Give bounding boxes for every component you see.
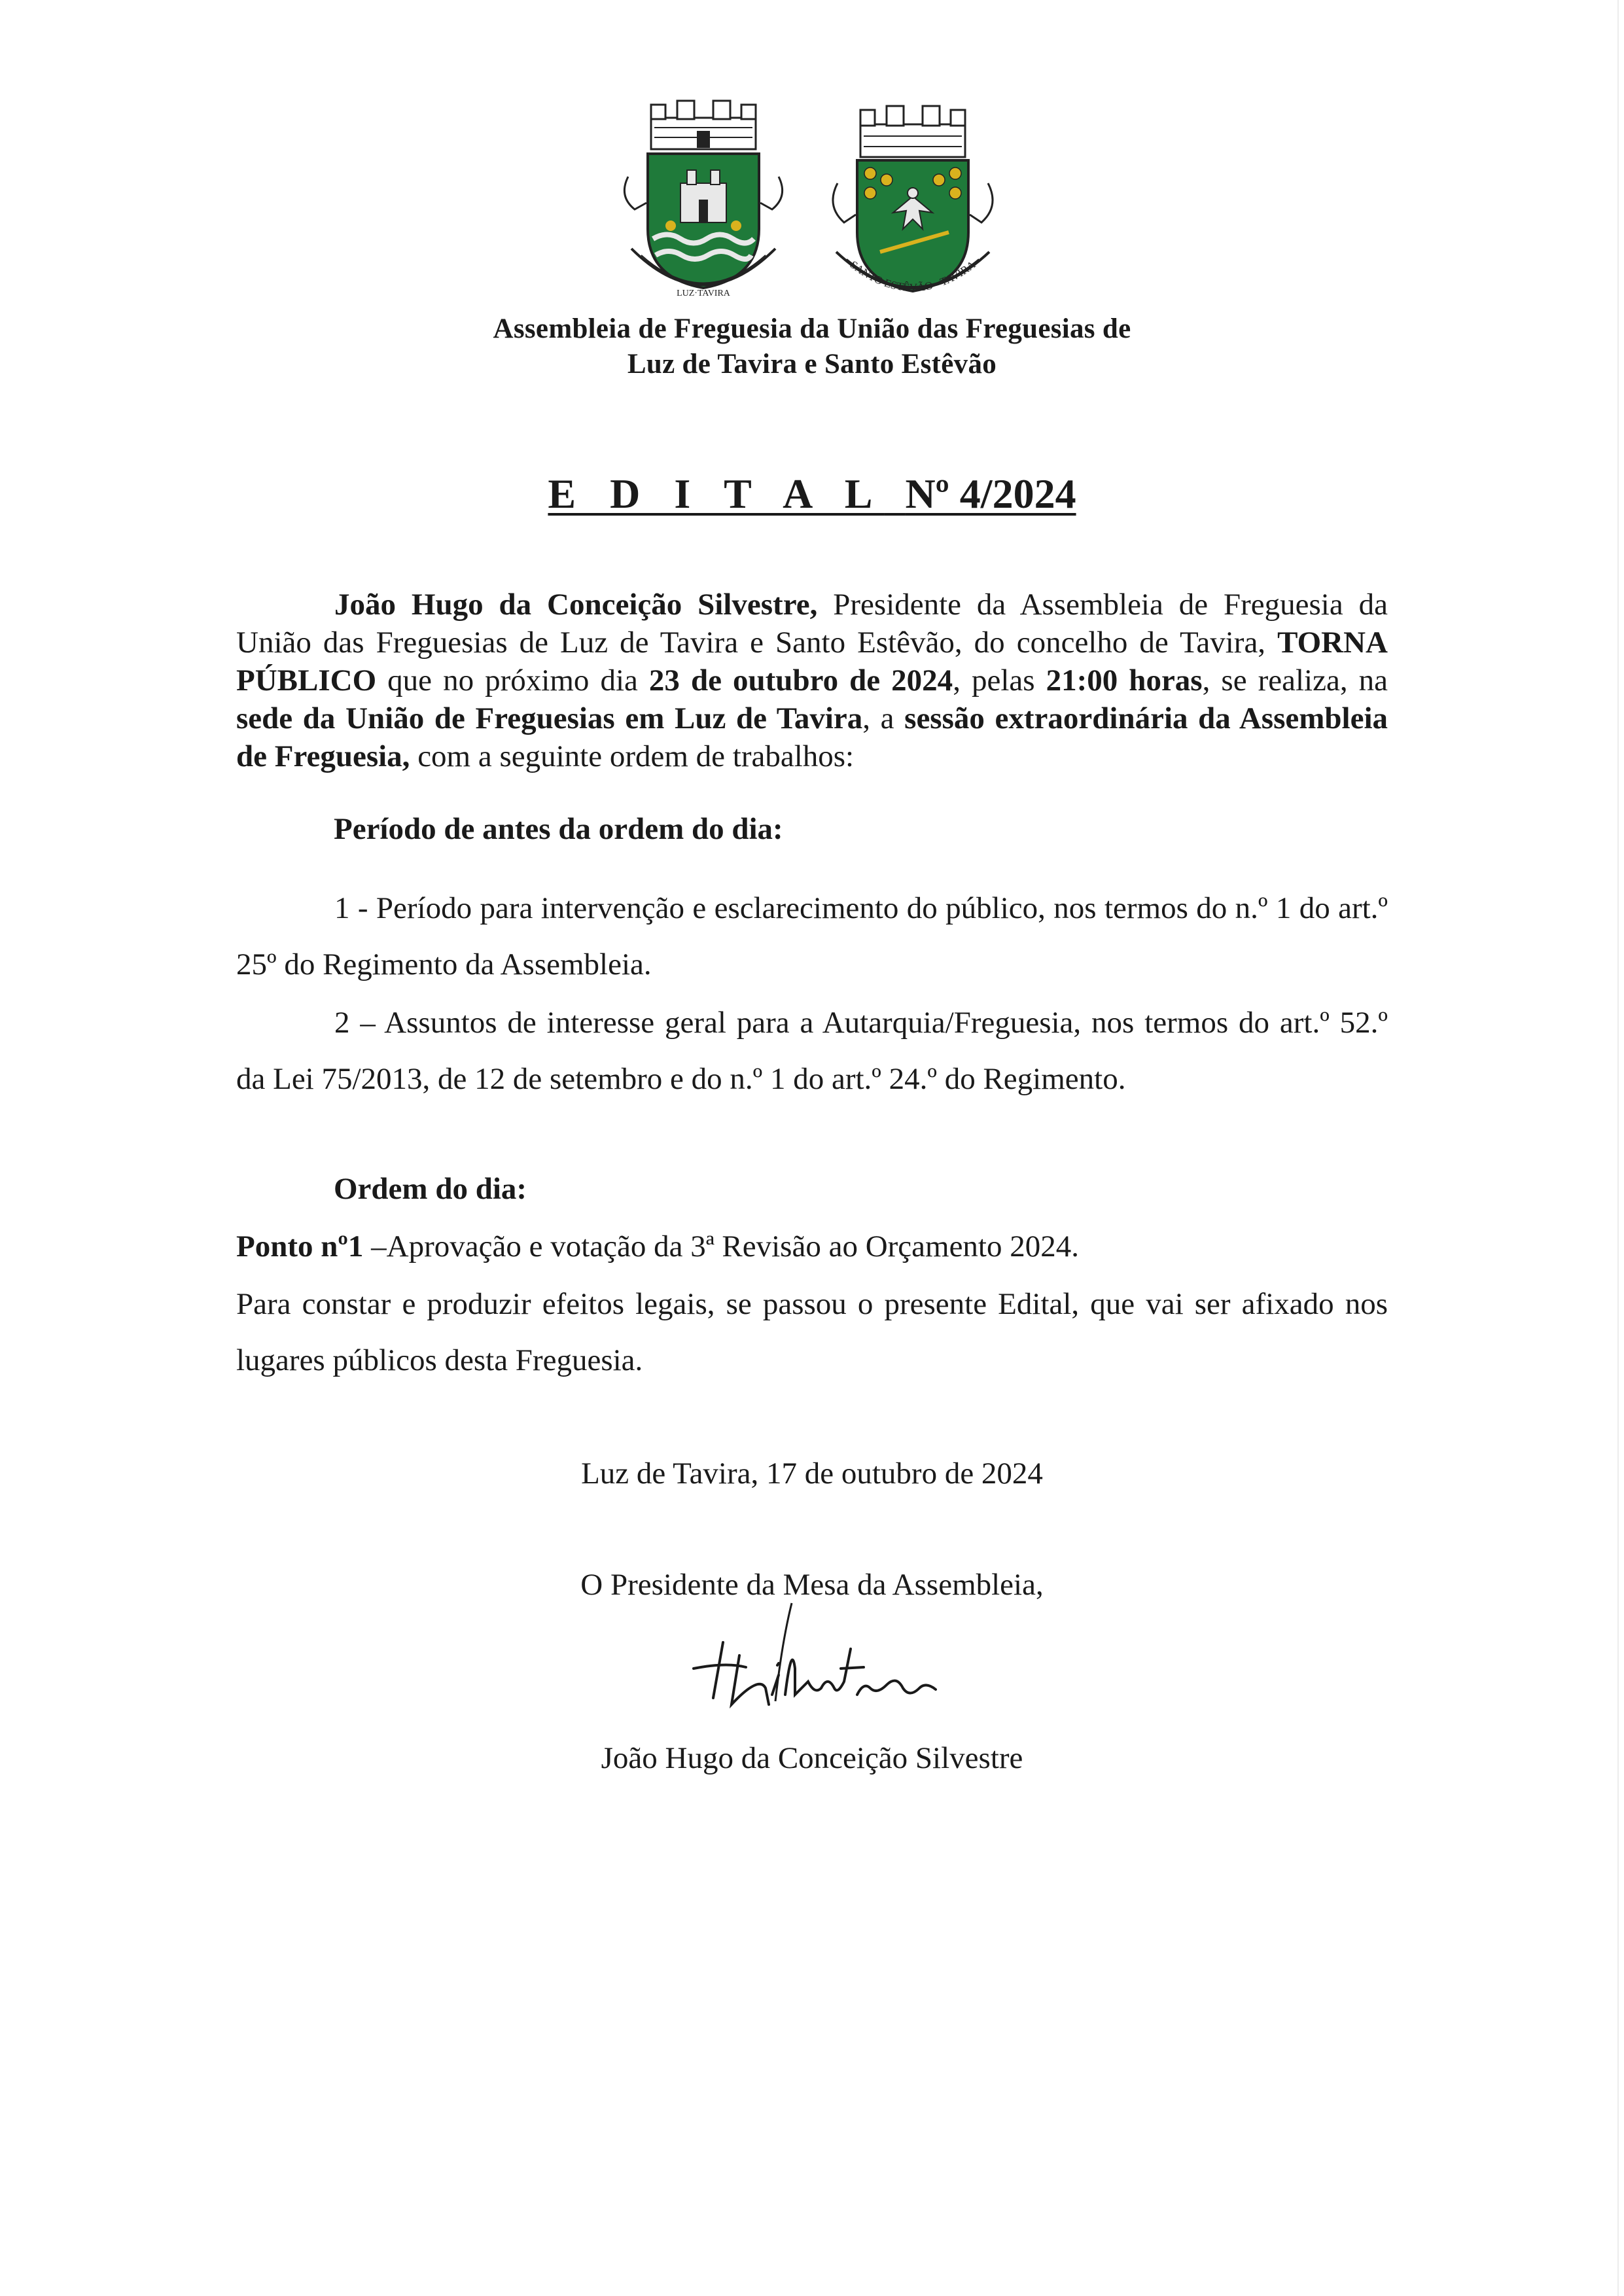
intro-text-3: , pelas [953, 663, 1046, 698]
session-type: sessão extraordinária da Assembleia de Freguesia, [236, 701, 1388, 773]
ponto-1 [236, 1229, 1079, 1264]
president-name: João Hugo da Conceição Silvestre, [334, 588, 818, 622]
constar-text: Para constar e produzir efeitos legais, se passou o presente Edital, que vai ser afixado nos lugares públicos desta Freguesia. [236, 1287, 1388, 1377]
ponto-label: Ponto nº1 [236, 1229, 364, 1263]
session-time: 21:00 horas [1046, 663, 1203, 698]
session-place: sede da União de Freguesias em Luz de Tavira [236, 701, 863, 735]
header-line-1: Assembleia de Freguesia da União das Freguesias de [493, 313, 1131, 344]
place-date: Luz de Tavira, 17 de outubro de 2024 [581, 1457, 1043, 1491]
torna-publico: TORNA PÚBLICO [236, 626, 1388, 698]
svg-text:LUZ·TAVIRA: LUZ·TAVIRA [677, 289, 730, 298]
ordem-heading: Ordem do dia: [334, 1172, 527, 1206]
svg-text:SANTO ESTÊVÃO · TAVIRA: SANTO ESTÊVÃO · TAVIRA [847, 258, 978, 294]
agenda-item-2-text: 2 – Assuntos de interesse geral para a Autarquia/Freguesia, nos termos do art.º 52.º da Lei 75/2013, de 12 de setembro e do n.º 1 do art.º 24.º do Regimento. [236, 1006, 1388, 1096]
edital-title [0, 470, 1624, 518]
intro-text-2: que no próximo dia [376, 663, 649, 698]
luz-tavira-crest-icon [615, 92, 792, 308]
intro-text-1: Presidente da Assembleia de Freguesia da União das Freguesias de Luz de Tavira e Santo Estêvão, do concelho de Tavira, [236, 588, 1388, 660]
handwritten-signature [661, 1590, 955, 1721]
agenda-item-2 [236, 995, 1388, 1107]
periodo-heading: Período de antes da ordem do dia: [334, 812, 783, 846]
ponto-text: –Aprovação e votação da 3ª Revisão ao Orçamento 2024. [363, 1229, 1079, 1263]
constar-paragraph [236, 1276, 1388, 1388]
presidente-title: O Presidente da Mesa da Assembleia, [580, 1568, 1044, 1602]
intro-paragraph [236, 586, 1388, 775]
intro-text-6: com a seguinte ordem de trabalhos: [410, 739, 855, 773]
session-date: 23 de outubro de 2024 [648, 663, 953, 698]
agenda-item-1-text: 1 - Período para intervenção e esclarecimento do público, nos termos do n.º 1 do art.º 25º do Regimento da Assembleia. [236, 891, 1388, 981]
edital-word: E D I T A L [548, 470, 885, 517]
agenda-item-1 [236, 880, 1388, 993]
santo-estevao-crest-icon [818, 98, 1008, 314]
intro-text-4: , se realiza, na [1202, 663, 1388, 698]
edital-number: Nº 4/2024 [905, 470, 1076, 517]
signer-name: João Hugo da Conceição Silvestre [601, 1741, 1023, 1775]
header-line-2: Luz de Tavira e Santo Estêvão [627, 349, 997, 380]
intro-text-5: , a [862, 701, 905, 735]
